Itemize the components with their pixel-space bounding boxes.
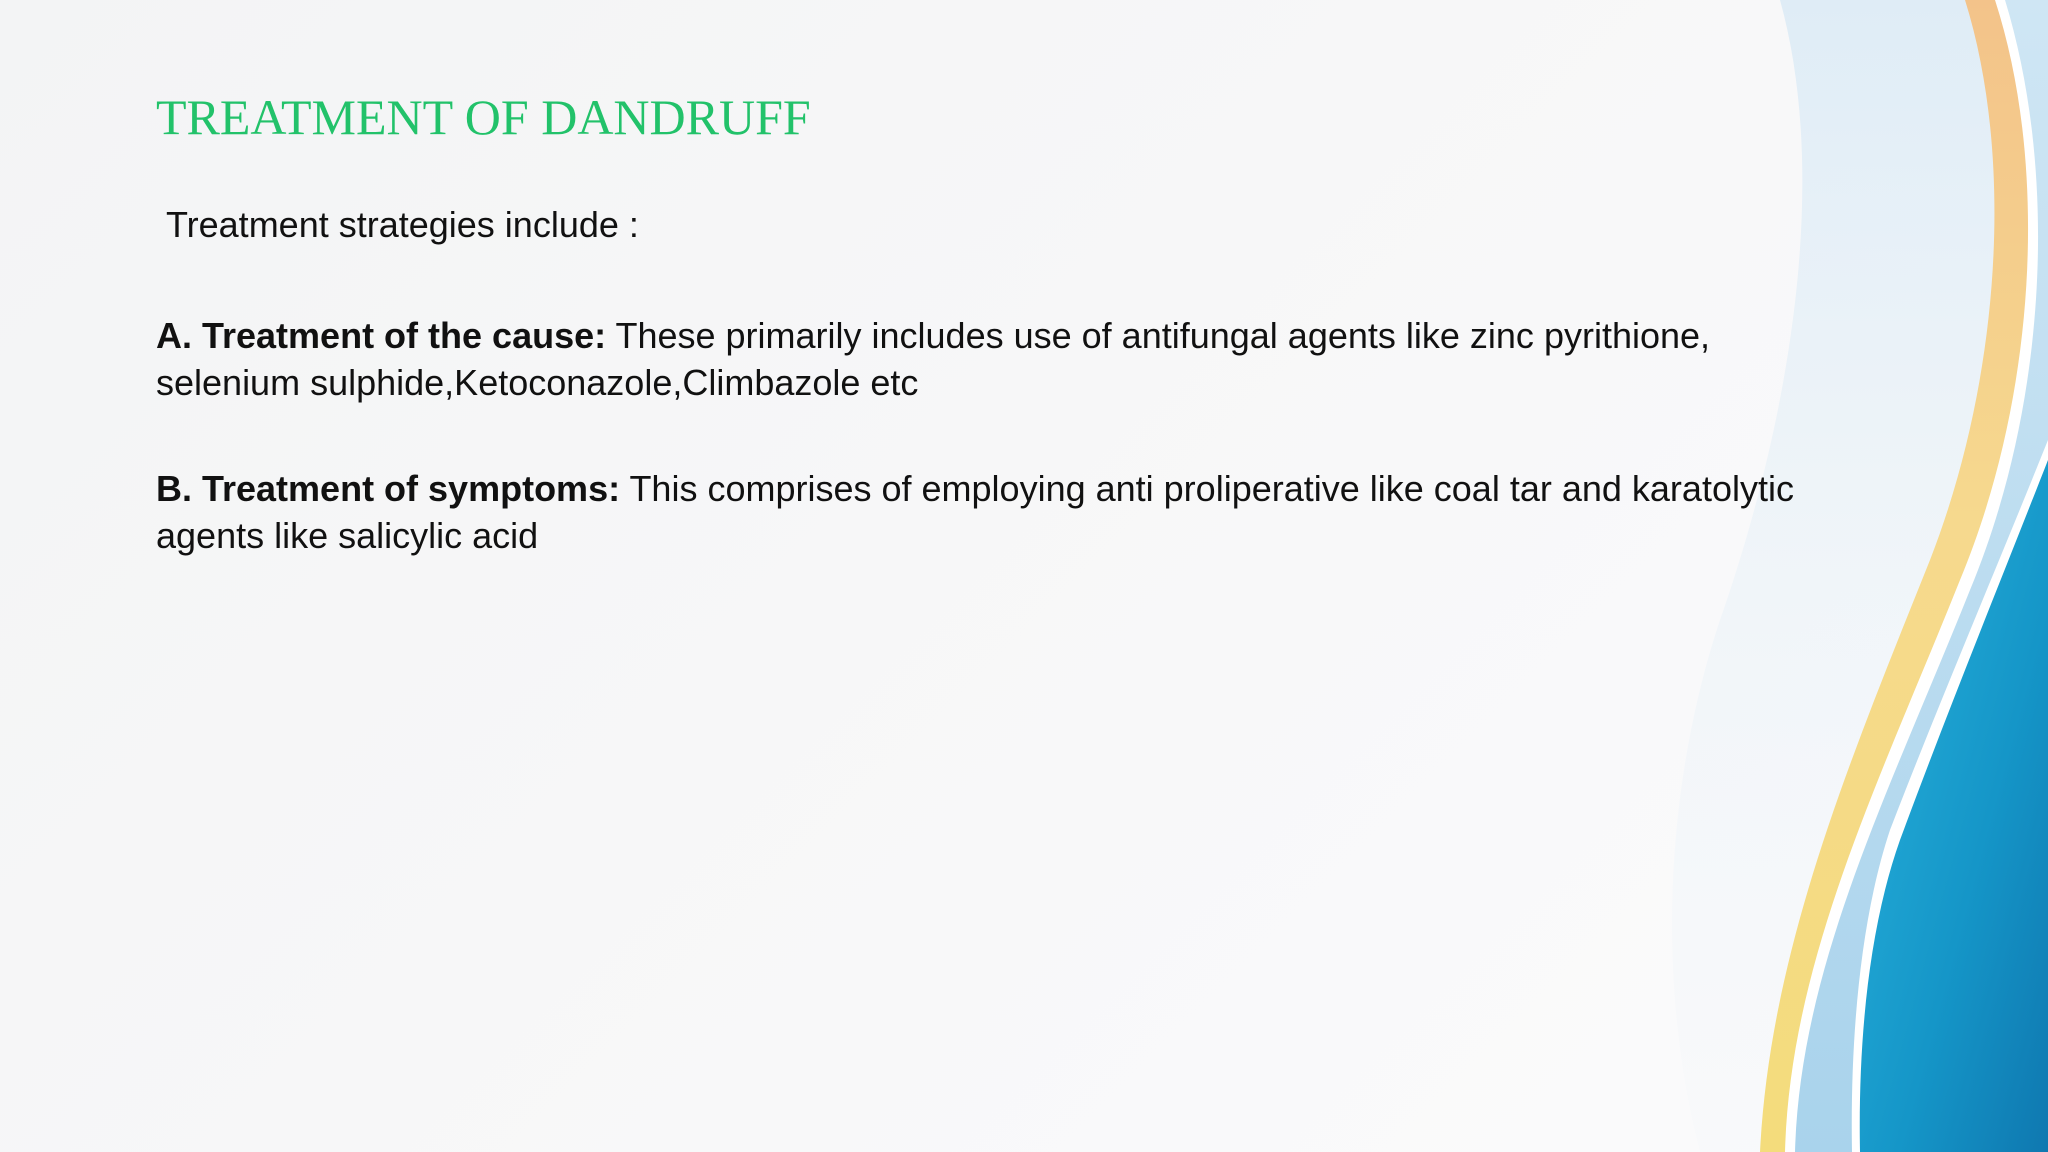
intro-text: Treatment strategies include : (166, 204, 639, 245)
point-b-text: This comprises of employing anti proliperative like coal tar and karatolytic agents like salicylic acid (156, 468, 1794, 556)
treatment-point-b (156, 465, 1856, 559)
point-a-text: These primarily includes use of antifungal agents like zinc pyrithione, selenium sulphide,Ketoconazole,Climbazole etc (156, 315, 1711, 403)
point-b-heading: B. Treatment of symptoms: (156, 468, 621, 509)
point-a-heading: A. Treatment of the cause: (156, 315, 607, 356)
slide-title: TREATMENT OF DANDRUFF (156, 89, 811, 145)
treatment-point-a (156, 312, 1856, 406)
